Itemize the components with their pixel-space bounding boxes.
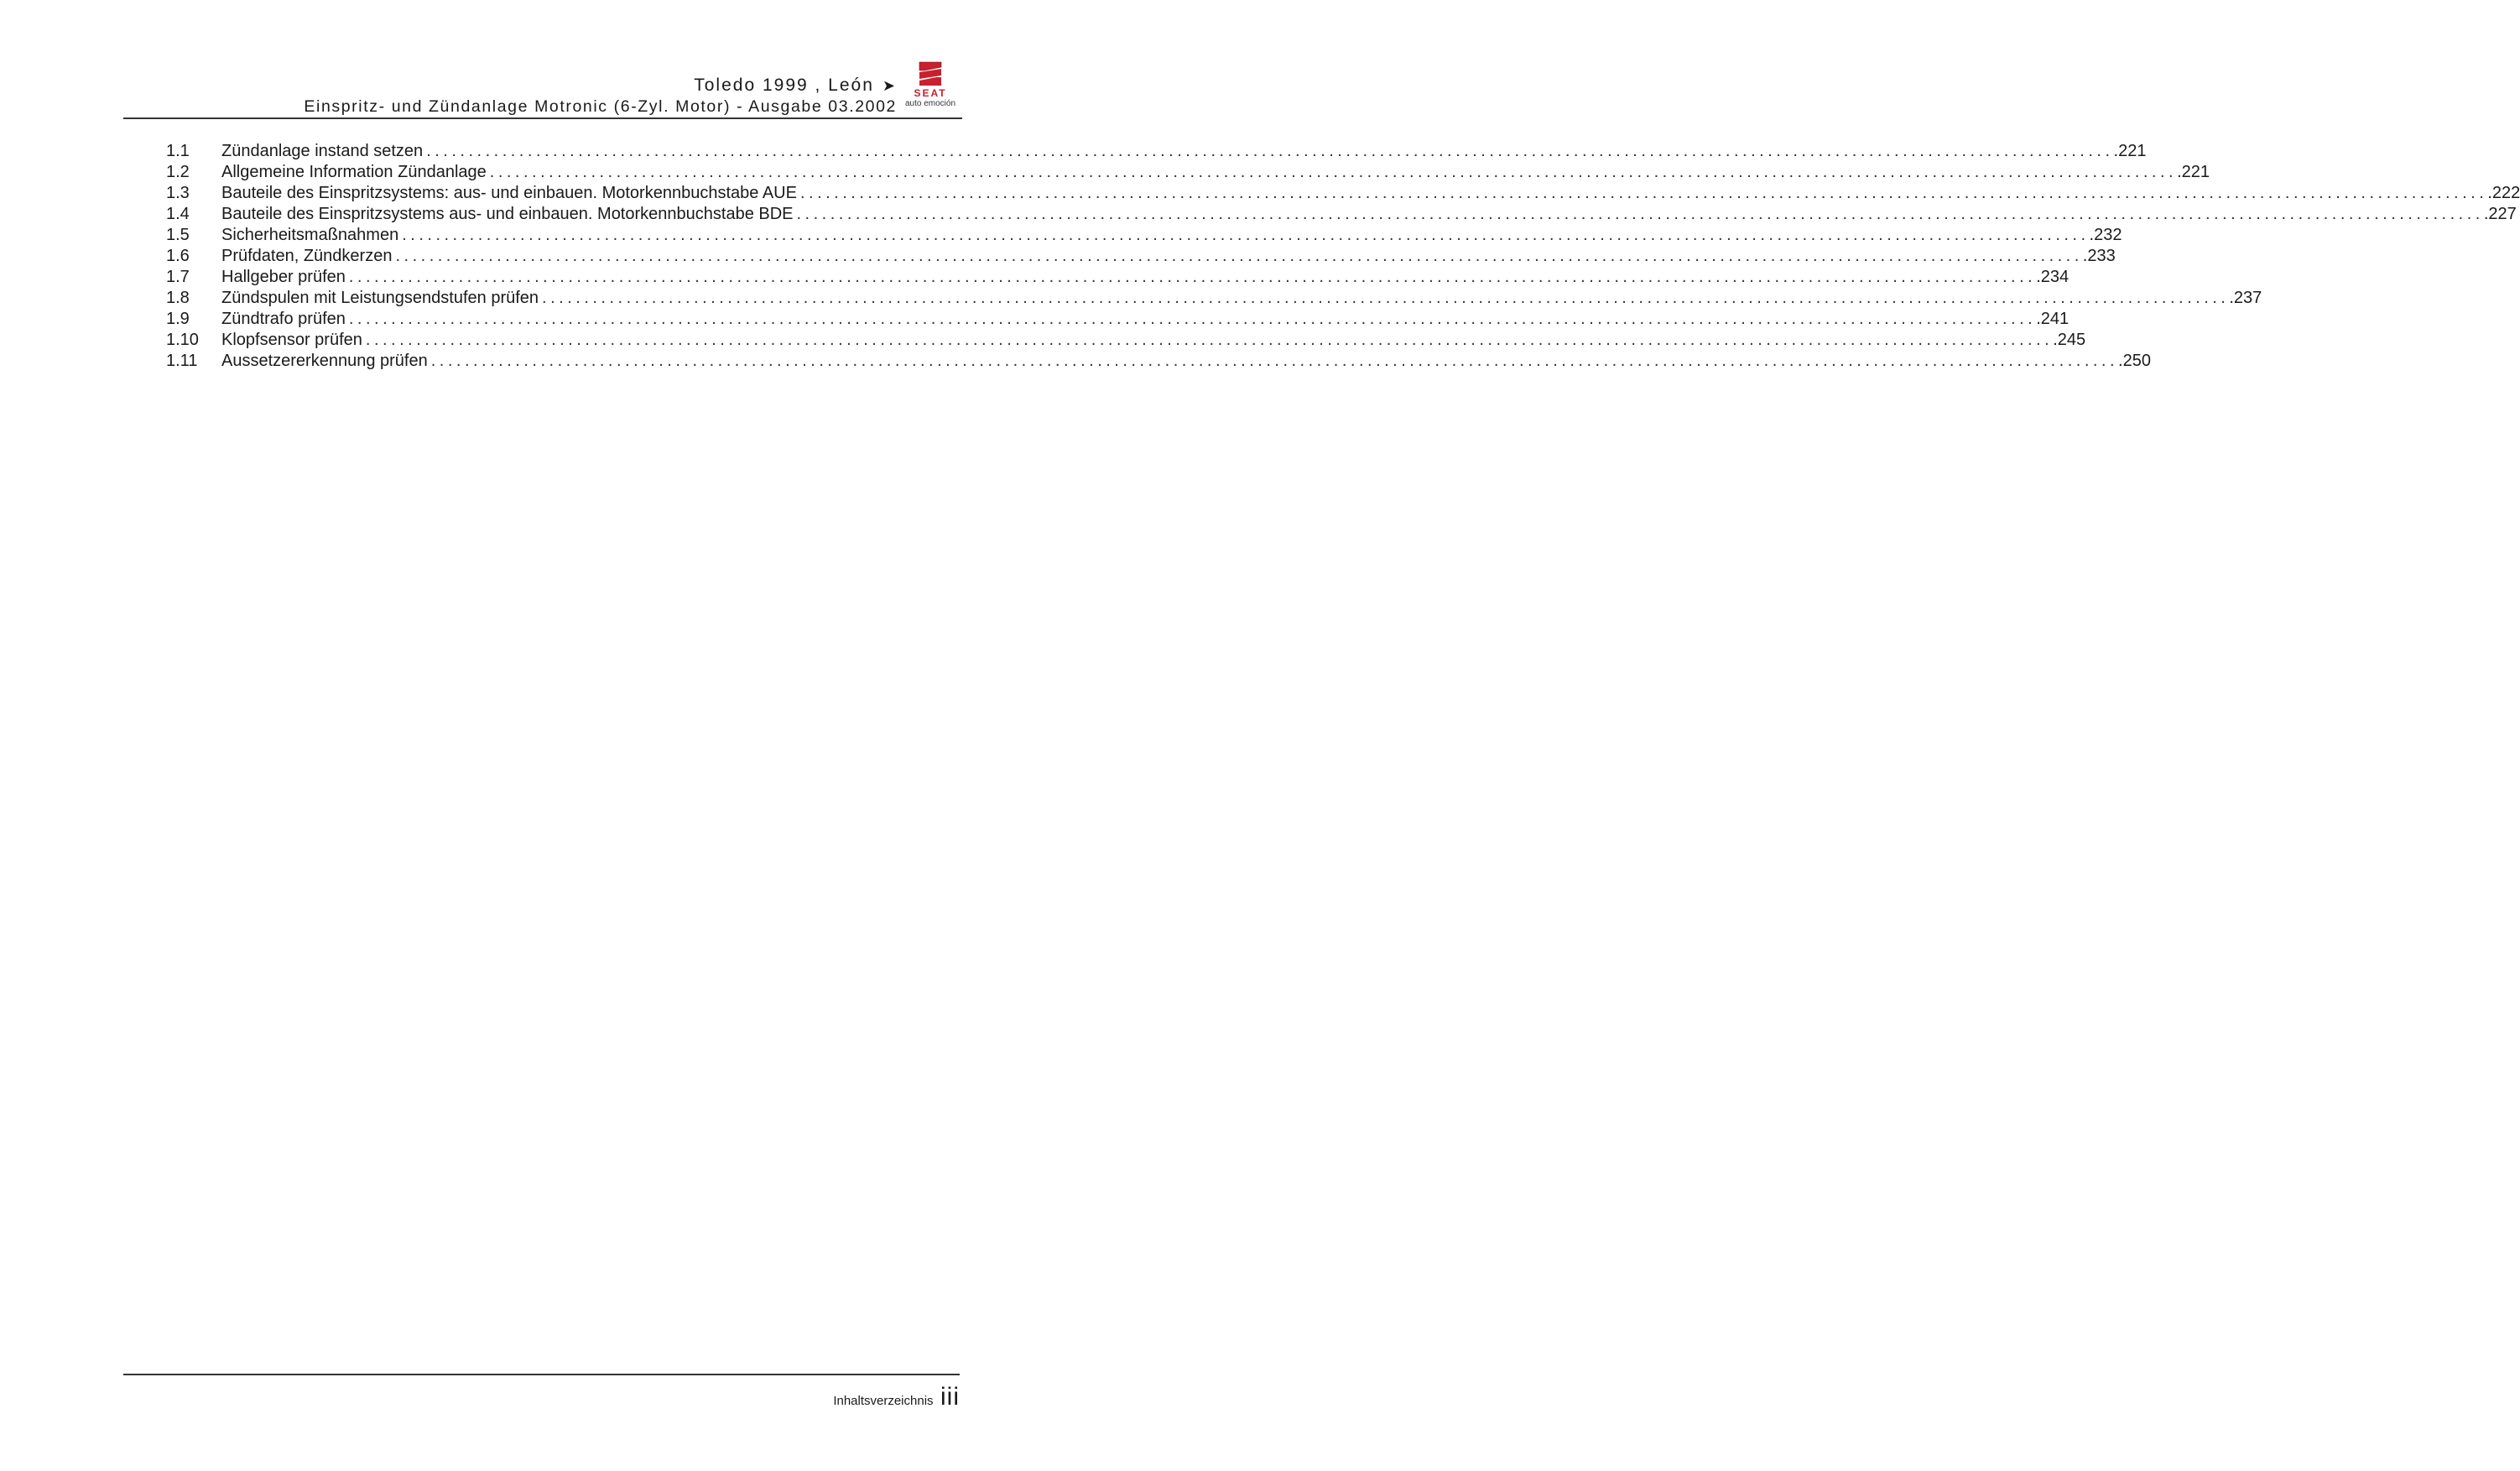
toc-entry-page: .221 [2113, 142, 2147, 160]
page-footer [833, 1383, 960, 1411]
toc-entry-title: Klopfsensor prüfen [221, 331, 362, 349]
toc-entry-title: Bauteile des Einspritzsystems: aus- und einbauen. Motorkennbuchstabe AUE [221, 184, 797, 202]
footer-section-label: Inhaltsverzeichnis [833, 1394, 934, 1408]
toc-entry-body [221, 204, 2517, 225]
toc-entry-title: Sicherheitsmaßnahmen [221, 226, 399, 244]
toc-entry-title: Zündanlage instand setzen [221, 142, 424, 160]
toc-entry-body [221, 141, 2147, 162]
toc-entry[interactable] [166, 351, 2151, 372]
header-subtitle: Einspritz- und Zündanlage Motronic (6-Zyl. Motor) - Ausgabe 03.2002 [304, 97, 897, 116]
toc-entry-title: Zündspulen mit Leistungsendstufen prüfen [221, 289, 539, 307]
toc-entry[interactable] [166, 246, 2116, 267]
toc-entry-body [221, 288, 2262, 309]
toc-entry-page: .227 [2483, 205, 2517, 223]
toc-dot-leader: ........................................................................................................................................................................................................ [402, 226, 2090, 244]
toc-entry-number: 1.6 [166, 247, 190, 265]
toc-entry-number: 1.11 [166, 352, 198, 370]
toc-entry-body [221, 162, 2210, 183]
toc-entry-body [221, 351, 2151, 372]
toc-entry-page: .233 [2082, 247, 2116, 265]
logo-wordmark: SEAT [914, 87, 947, 99]
toc-entry[interactable] [166, 288, 2262, 309]
toc-dot-leader: ........................................................................................................................................................................................................ [365, 331, 2054, 349]
toc-dot-leader: ........................................................................................................................................................................................................ [395, 247, 2083, 265]
toc-entry[interactable] [166, 225, 2122, 246]
toc-entry-body [221, 225, 2122, 246]
toc-entry[interactable] [166, 183, 2520, 204]
page-header [123, 71, 962, 120]
toc-entry-page: .241 [2036, 310, 2070, 328]
toc-entry-page: .237 [2229, 289, 2262, 307]
toc-entry-number: 1.5 [166, 226, 190, 244]
toc-entry-page: .245 [2053, 331, 2086, 349]
toc-dot-leader: ........................................................................................................................................................................................................ [489, 163, 2178, 181]
toc-entry-number: 1.2 [166, 163, 190, 181]
toc-entry[interactable] [166, 267, 2070, 288]
toc-entry-number: 1.9 [166, 310, 190, 328]
toc-dot-leader: ........................................................................................................................................................................................................ [430, 352, 2119, 370]
toc-entry-body [221, 267, 2070, 288]
toc-entry[interactable] [166, 309, 2070, 330]
toc-entry-number: 1.10 [166, 331, 199, 349]
toc-dot-leader: ........................................................................................................................................................................................................ [426, 142, 2114, 160]
toc-entry-page: .234 [2036, 268, 2070, 286]
toc-dot-leader: ........................................................................................................................................................................................................ [542, 289, 2230, 307]
toc-entry-page: .221 [2177, 163, 2210, 181]
toc-entry-title: Aussetzererkennung prüfen [221, 352, 428, 370]
footer-divider [123, 1374, 960, 1375]
table-of-contents [166, 141, 2520, 372]
toc-entry-title: Allgemeine Information Zündanlage [221, 163, 487, 181]
toc-dot-leader: ........................................................................................................................................................................................................ [799, 184, 2488, 202]
toc-entry-title: Hallgeber prüfen [221, 268, 346, 286]
toc-dot-leader: ........................................................................................................................................................................................................ [348, 310, 2037, 328]
toc-entry-page: .250 [2118, 352, 2151, 370]
seat-emblem-icon [916, 60, 945, 88]
toc-entry-page: .222 [2487, 184, 2520, 202]
seat-logo [898, 60, 962, 113]
toc-entry-number: 1.7 [166, 268, 190, 286]
toc-entry[interactable] [166, 204, 2517, 225]
toc-entry-number: 1.1 [166, 142, 190, 160]
toc-entry[interactable] [166, 162, 2210, 183]
header-title-text: Toledo 1999 , León [694, 76, 874, 95]
toc-entry-title: Prüfdaten, Zündkerzen [221, 247, 393, 265]
toc-entry[interactable] [166, 141, 2147, 162]
toc-dot-leader: ........................................................................................................................................................................................................ [348, 268, 2037, 286]
toc-entry-body [221, 183, 2520, 204]
header-title [694, 76, 897, 96]
header-divider [123, 117, 962, 119]
footer-page-number: iii [940, 1383, 960, 1411]
toc-entry-number: 1.3 [166, 184, 190, 202]
toc-entry-title: Zündtrafo prüfen [221, 310, 346, 328]
toc-dot-leader: ........................................................................................................................................................................................................ [796, 205, 2484, 223]
arrow-right-icon: ➤ [882, 77, 897, 94]
toc-entry-number: 1.8 [166, 289, 190, 307]
toc-entry-body [221, 330, 2086, 351]
toc-entry-number: 1.4 [166, 205, 190, 223]
logo-tagline: auto emoción [904, 99, 956, 108]
toc-entry[interactable] [166, 330, 2086, 351]
toc-entry-page: .232 [2089, 226, 2122, 244]
toc-entry-title: Bauteile des Einspritzsystems aus- und einbauen. Motorkennbuchstabe BDE [221, 205, 794, 223]
toc-entry-body [221, 246, 2116, 267]
toc-entry-body [221, 309, 2070, 330]
